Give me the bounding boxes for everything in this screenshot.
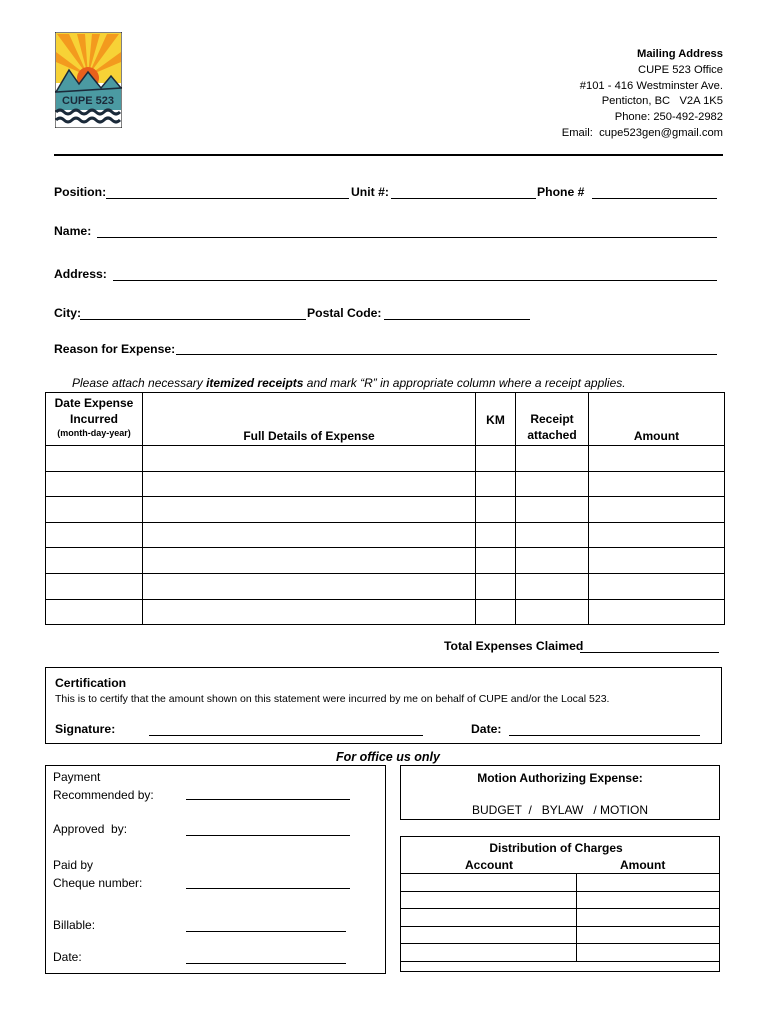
cell-amount[interactable] — [589, 548, 725, 574]
mailing-address — [562, 47, 723, 142]
cell-amount[interactable] — [589, 522, 725, 548]
cell-km[interactable] — [476, 471, 516, 497]
position-label: Position: — [54, 185, 107, 199]
cert-date-input[interactable] — [509, 735, 700, 736]
office-heading: For office us only — [336, 750, 440, 764]
table-row — [46, 573, 725, 599]
phone-input[interactable] — [592, 198, 717, 199]
cell-amount[interactable] — [589, 497, 725, 523]
dist-account-cell[interactable] — [401, 909, 577, 927]
table-row — [401, 874, 720, 892]
postal-input[interactable] — [384, 319, 530, 320]
dist-amount-cell[interactable] — [577, 926, 720, 944]
col-date-header — [46, 393, 143, 446]
dist-account-cell[interactable] — [401, 874, 577, 892]
mailing-email: Email: cupe523gen@gmail.com — [561, 126, 723, 139]
approved-input[interactable] — [186, 835, 350, 836]
cell-date[interactable] — [46, 446, 143, 472]
mailing-line3: Penticton, BC V2A 1K5 — [601, 95, 723, 108]
cell-date[interactable] — [46, 573, 143, 599]
office-date-input[interactable] — [186, 963, 346, 964]
instruction-part1: Please attach necessary — [72, 376, 207, 390]
motion-options[interactable]: BUDGET / BYLAW / MOTION — [471, 803, 649, 817]
billable-label: Billable: — [53, 918, 96, 932]
table-row — [46, 599, 725, 625]
expense-header-row — [46, 393, 725, 446]
cell-receipt[interactable] — [516, 548, 589, 574]
col-details-header: Full Details of Expense — [143, 393, 476, 446]
cell-receipt[interactable] — [516, 497, 589, 523]
unit-input[interactable] — [391, 198, 536, 199]
certification-box — [45, 667, 722, 744]
instruction-part2: and mark “R” in appropriate column where a receipt applies. — [303, 376, 626, 390]
dist-title: Distribution of Charges — [489, 841, 623, 855]
col-amount-header: Amount — [589, 393, 725, 446]
billable-input[interactable] — [186, 931, 346, 932]
cell-details[interactable] — [143, 497, 476, 523]
dist-amount-header: Amount — [620, 858, 666, 872]
mailing-heading: Mailing Address — [637, 48, 723, 60]
cell-receipt[interactable] — [516, 599, 589, 625]
dist-account-cell[interactable] — [401, 926, 577, 944]
payment-line2: Recommended by: — [53, 787, 154, 802]
cell-date[interactable] — [46, 471, 143, 497]
total-input[interactable] — [580, 652, 719, 653]
cell-amount[interactable] — [589, 446, 725, 472]
total-label: Total Expenses Claimed — [444, 639, 584, 653]
cell-km[interactable] — [476, 497, 516, 523]
mailing-line2: #101 - 416 Westminster Ave. — [579, 79, 723, 92]
signature-label: Signature: — [55, 722, 116, 736]
office-date-label: Date: — [53, 950, 82, 964]
cell-date[interactable] — [46, 522, 143, 548]
dist-amount-cell[interactable] — [577, 944, 720, 962]
reason-label: Reason for Expense: — [54, 342, 176, 356]
paid-line1: Paid by — [53, 858, 94, 872]
address-input[interactable] — [113, 280, 717, 281]
cell-km[interactable] — [476, 522, 516, 548]
logo-text: CUPE 523 — [62, 95, 114, 107]
distribution-table — [400, 873, 720, 962]
table-row — [46, 446, 725, 472]
col-receipt-line2: attached — [527, 428, 577, 442]
cert-text: This is to certify that the amount shown on this statement were incurred by me on behalf of CUPE and/or the Local 523. — [55, 693, 610, 705]
payment-label — [53, 769, 154, 804]
paid-line2: Cheque number: — [53, 875, 143, 890]
cupe-logo — [55, 32, 122, 128]
header-divider — [54, 154, 723, 156]
col-receipt-header — [516, 393, 589, 446]
expense-table — [45, 392, 725, 625]
cell-date[interactable] — [46, 548, 143, 574]
position-input[interactable] — [106, 198, 349, 199]
col-date-line2: Incurred — [69, 412, 118, 426]
motion-title: Motion Authorizing Expense: — [477, 771, 643, 785]
cell-km[interactable] — [476, 573, 516, 599]
table-row — [401, 891, 720, 909]
cell-amount[interactable] — [589, 471, 725, 497]
cell-details[interactable] — [143, 573, 476, 599]
office-left-box — [45, 765, 386, 974]
phone-label: Phone # — [537, 185, 585, 199]
city-label: City: — [54, 306, 82, 320]
table-row — [401, 926, 720, 944]
cheque-input[interactable] — [186, 888, 350, 889]
cert-title: Certification — [55, 676, 127, 690]
reason-input[interactable] — [176, 354, 717, 355]
cell-date[interactable] — [46, 497, 143, 523]
approved-label: Approved by: — [53, 822, 128, 836]
dist-amount-cell[interactable] — [577, 891, 720, 909]
col-receipt-line1: Receipt — [530, 412, 574, 426]
col-date-line1: Date Expense — [54, 396, 134, 410]
payment-line1: Payment — [53, 770, 101, 784]
dist-amount-cell[interactable] — [577, 874, 720, 892]
cell-details[interactable] — [143, 548, 476, 574]
address-label: Address: — [54, 267, 107, 281]
unit-label: Unit #: — [351, 185, 389, 199]
payment-input[interactable] — [186, 799, 350, 800]
postal-label: Postal Code: — [307, 306, 382, 320]
motion-box — [400, 765, 720, 820]
col-km-header: KM — [476, 393, 516, 446]
table-row — [401, 909, 720, 927]
receipt-instruction — [72, 376, 626, 390]
dist-amount-cell[interactable] — [577, 909, 720, 927]
cell-receipt[interactable] — [516, 471, 589, 497]
cell-receipt[interactable] — [516, 573, 589, 599]
cell-receipt[interactable] — [516, 522, 589, 548]
cert-date-label: Date: — [471, 722, 502, 736]
mailing-phone: Phone: 250-492-2982 — [614, 111, 723, 124]
name-input[interactable] — [97, 237, 717, 238]
table-row — [46, 548, 725, 574]
cell-date[interactable] — [46, 599, 143, 625]
cell-km[interactable] — [476, 446, 516, 472]
table-row — [46, 522, 725, 548]
name-label: Name: — [54, 224, 92, 238]
signature-input[interactable] — [149, 735, 423, 736]
col-date-sub: (month-day-year) — [57, 428, 131, 438]
table-row — [46, 497, 725, 523]
dist-account-header: Account — [465, 858, 513, 872]
dist-account-cell[interactable] — [401, 944, 577, 962]
instruction-bold: itemized receipts — [206, 376, 304, 390]
table-row — [46, 471, 725, 497]
distribution-box — [400, 836, 720, 972]
mailing-line1: CUPE 523 Office — [638, 63, 723, 76]
cell-details[interactable] — [143, 522, 476, 548]
city-input[interactable] — [80, 319, 306, 320]
cell-receipt[interactable] — [516, 446, 589, 472]
table-row — [401, 944, 720, 962]
cell-details[interactable] — [143, 599, 476, 625]
dist-account-cell[interactable] — [401, 891, 577, 909]
paid-label — [53, 857, 142, 892]
cell-details[interactable] — [143, 471, 476, 497]
cell-km[interactable] — [476, 548, 516, 574]
cell-amount[interactable] — [589, 599, 725, 625]
cell-km[interactable] — [476, 599, 516, 625]
cell-amount[interactable] — [589, 573, 725, 599]
cell-details[interactable] — [143, 446, 476, 472]
